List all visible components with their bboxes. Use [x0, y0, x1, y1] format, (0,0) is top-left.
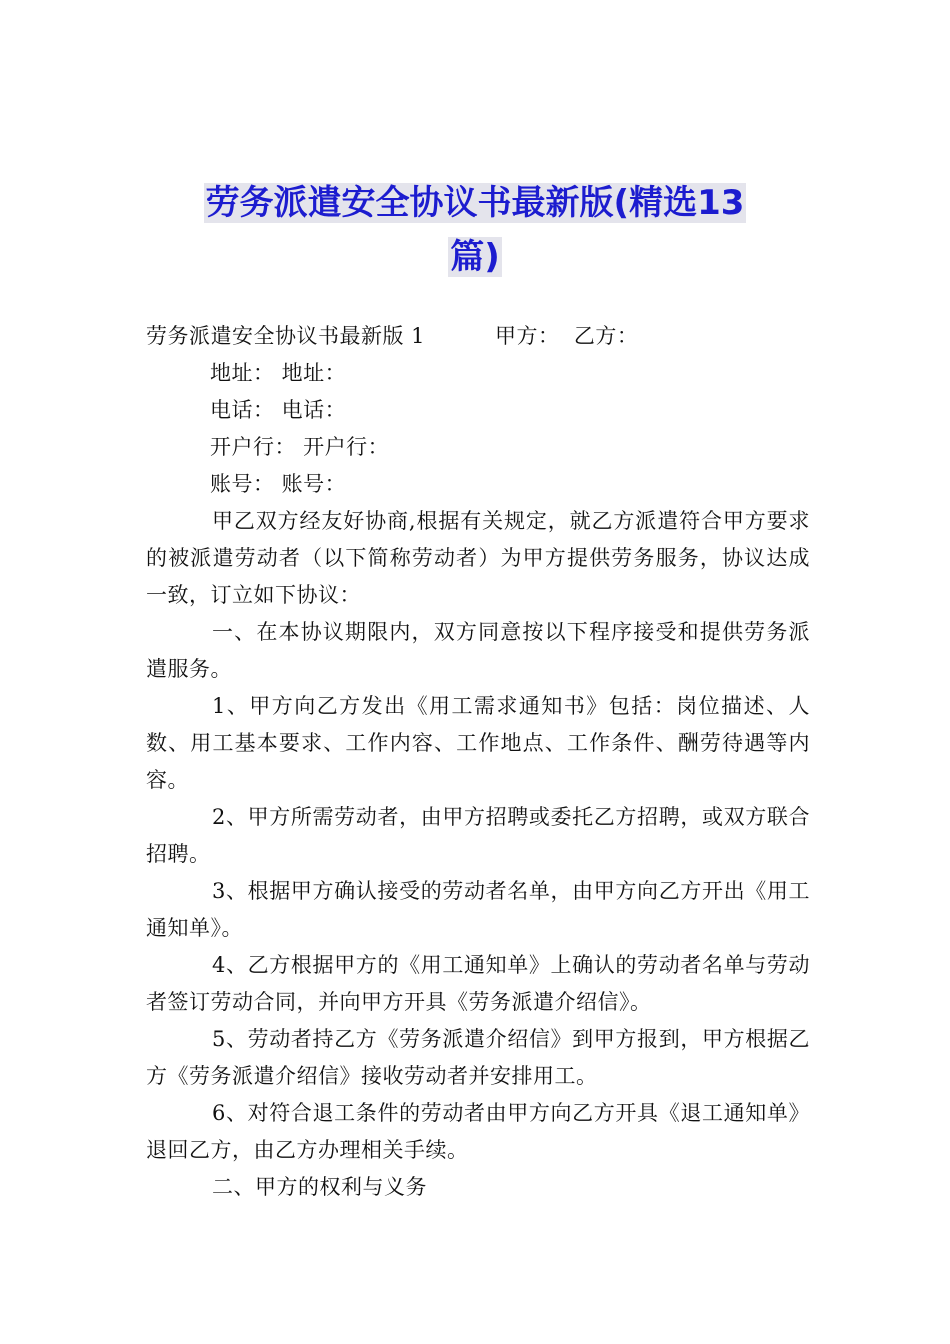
paragraph-intro: 甲乙双方经友好协商,根据有关规定，就乙方派遣符合甲方要求的被派遣劳动者（以下简称劳动者）为甲方提供劳务服务，协议达成一致，订立如下协议： [146, 509, 810, 607]
title-line-2: 篇) [450, 237, 500, 277]
paragraph-item-2: 2、甲方所需劳动者，由甲方招聘或委托乙方招聘，或双方联合招聘。 [146, 805, 810, 866]
document-body [146, 318, 810, 1206]
doc-name: 劳务派遣安全协议书最新版 1 [146, 324, 426, 348]
bank-field: 开户行： 开户行： [210, 435, 390, 459]
party-b-label: 乙方： [573, 324, 639, 348]
document-title [120, 176, 830, 284]
party-a-label: 甲方： [495, 324, 560, 348]
paragraph-item-4: 4、乙方根据甲方的《用工通知单》上确认的劳动者名单与劳动者签订劳动合同，并向甲方开具《劳务派遣介绍信》。 [146, 953, 810, 1014]
paragraph-section-1: 一、在本协议期限内，双方同意按以下程序接受和提供劳务派遣服务。 [146, 620, 810, 681]
paragraph-item-6: 6、对符合退工条件的劳动者由甲方向乙方开具《退工通知单》退回乙方，由乙方办理相关手续。 [146, 1101, 810, 1162]
address-field: 地址： 地址： [210, 361, 347, 385]
account-field: 账号： 账号： [210, 472, 347, 496]
header-line [146, 318, 810, 355]
paragraph-item-3: 3、根据甲方确认接受的劳动者名单，由甲方向乙方开出《用工通知单》。 [146, 879, 810, 940]
paragraph-section-2: 二、甲方的权利与义务 [212, 1175, 427, 1199]
paragraph-item-1: 1、甲方向乙方发出《用工需求通知书》包括：岗位描述、人数、用工基本要求、工作内容、工作地点、工作条件、酬劳待遇等内容。 [146, 694, 810, 792]
phone-field: 电话： 电话： [210, 398, 347, 422]
paragraph-item-5: 5、劳动者持乙方《劳务派遣介绍信》到甲方报到，甲方根据乙方《劳务派遣介绍信》接收劳动者并安排用工。 [146, 1027, 810, 1088]
title-line-1: 劳务派遣安全协议书最新版(精选13 [205, 183, 745, 223]
